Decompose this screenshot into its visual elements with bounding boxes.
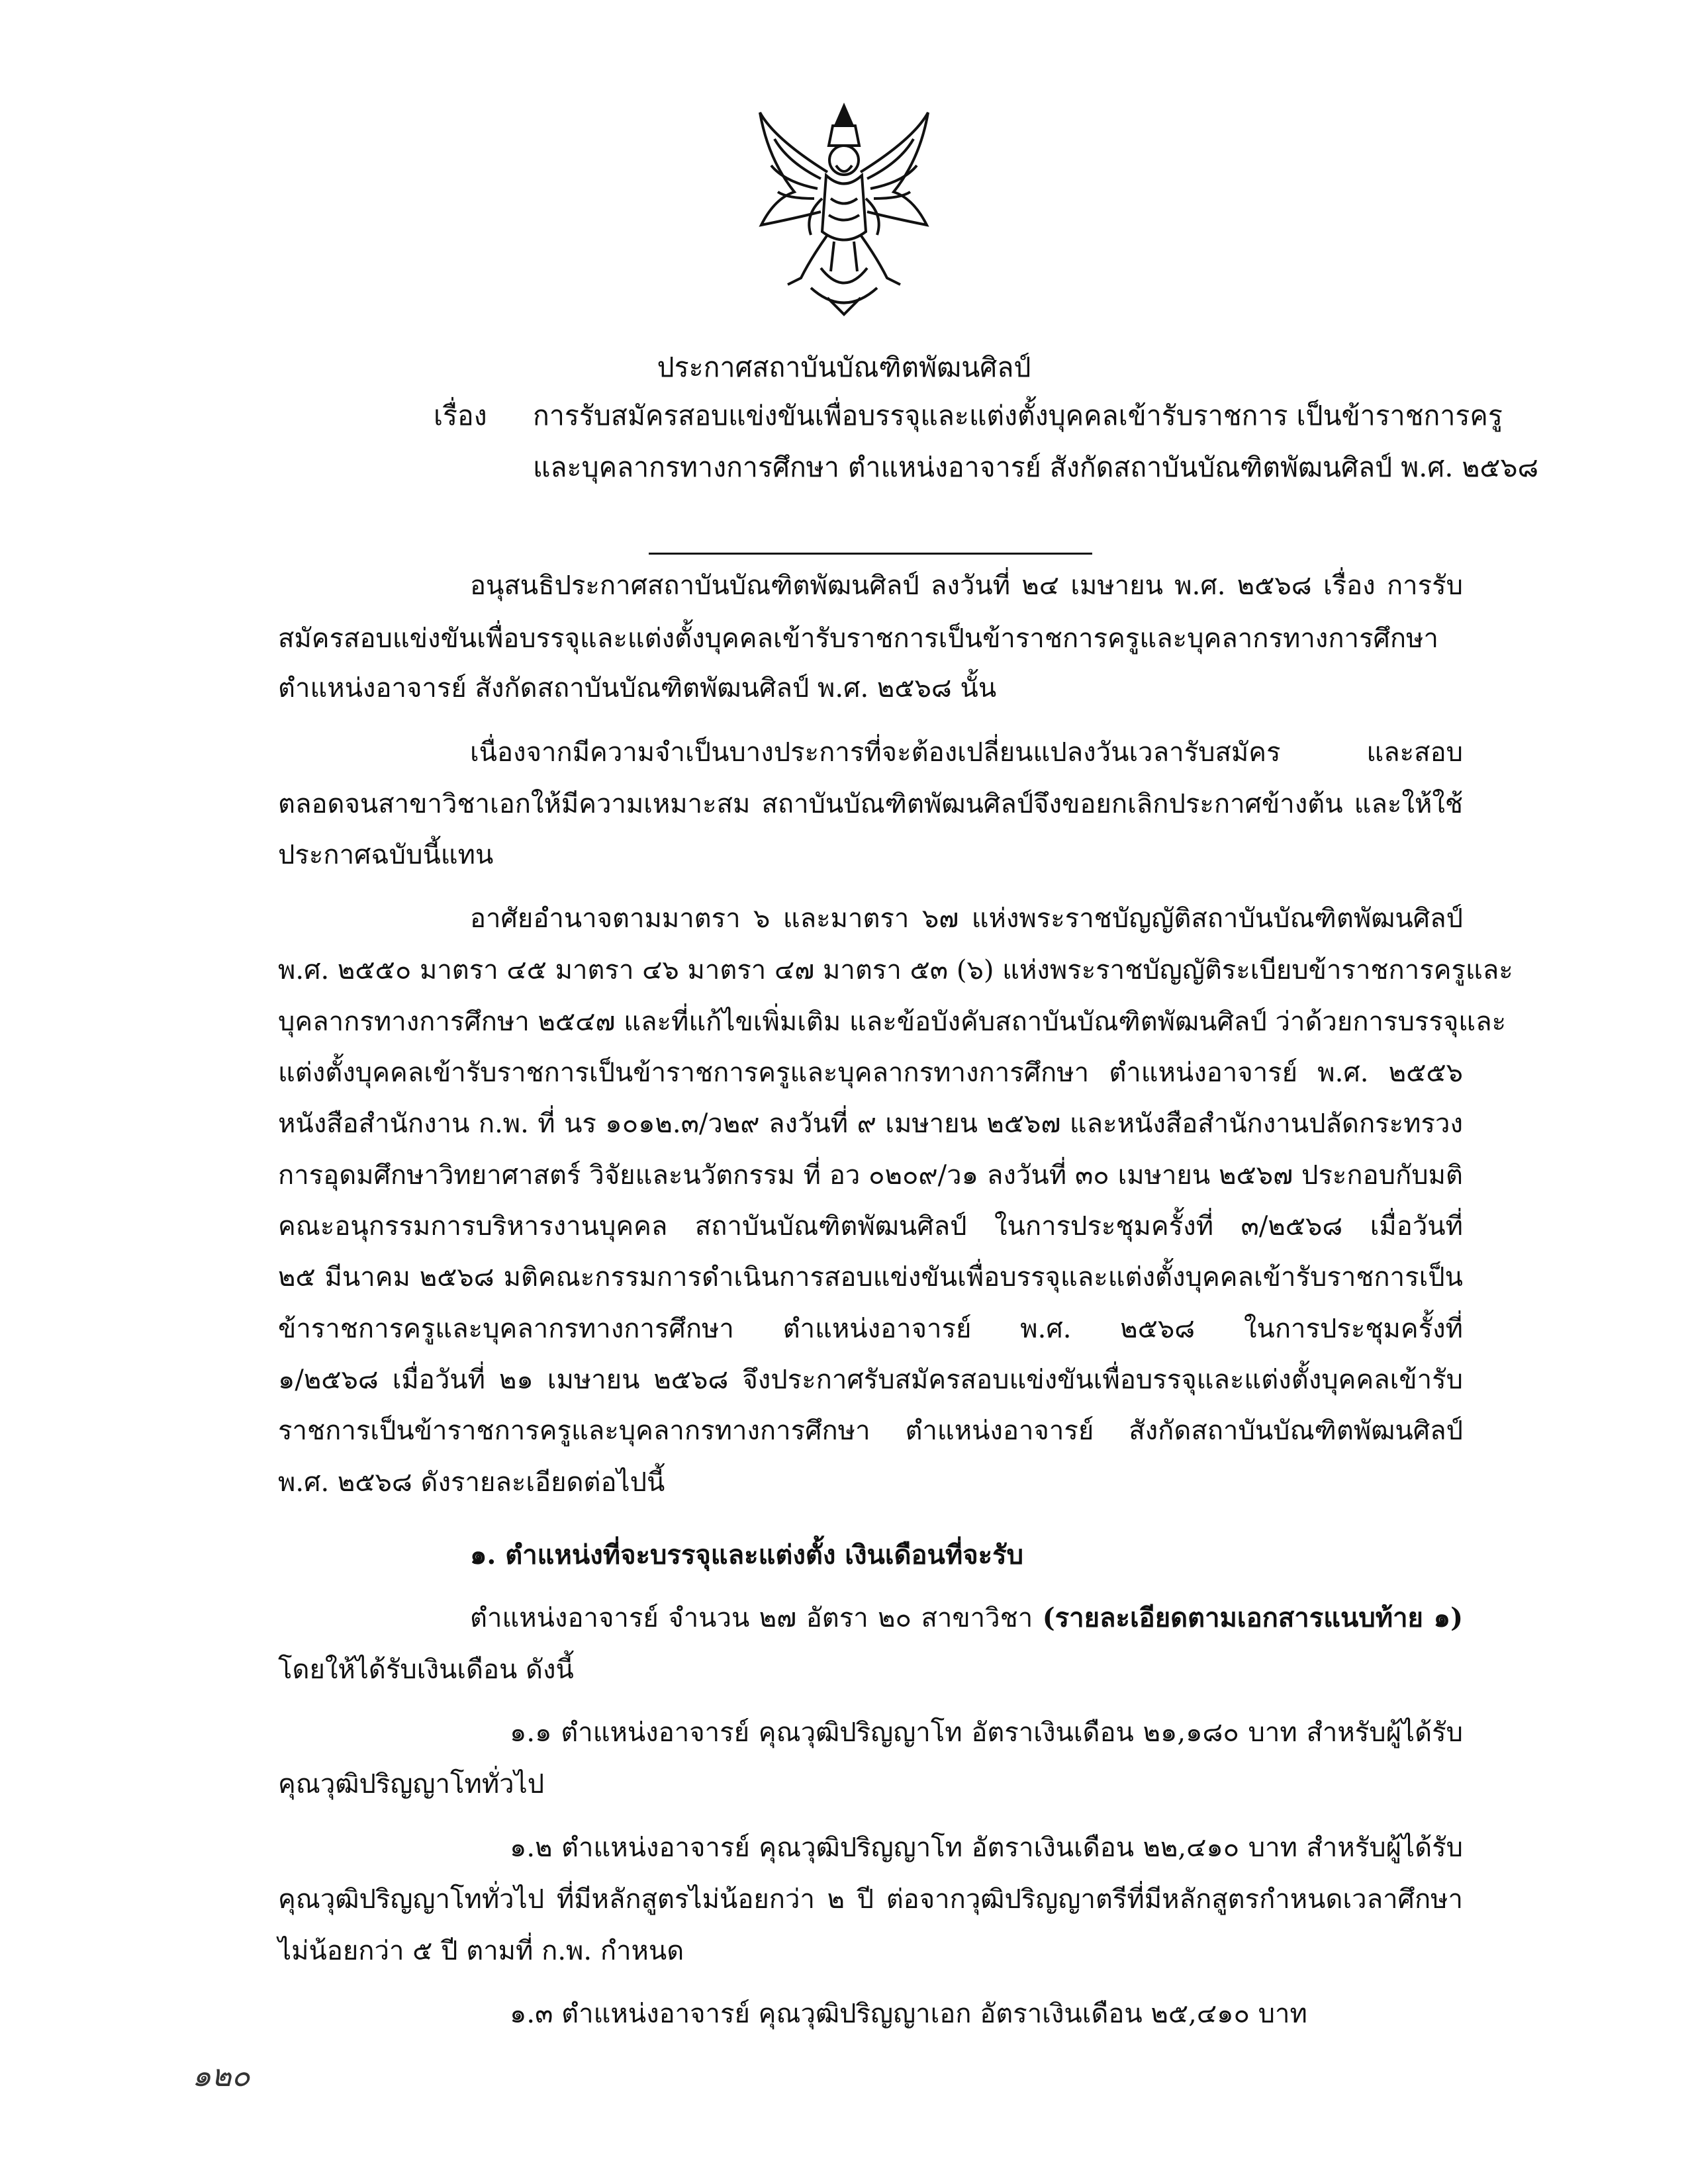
garuda-emblem-icon xyxy=(748,99,940,318)
body-line: อาศัยอำนาจตามมาตรา ๖ และมาตรา ๖๗ แห่งพระราชบัญญัติสถาบันบัณฑิตพัฒนศิลป์ xyxy=(470,903,1463,934)
body-line: หนังสือสำนักงาน ก.พ. ที่ นร ๑๐๑๒.๓/ว๒๙ ลงวันที่ ๙ เมษายน ๒๕๖๗ และหนังสือสำนักงานปลัดกระทรวง xyxy=(278,1109,1463,1139)
list-item-continuation: คุณวุฒิปริญญาโททั่วไป xyxy=(278,1769,545,1799)
body-line: ตำแหน่งอาจารย์ สังกัดสถาบันบัณฑิตพัฒนศิลป์ พ.ศ. ๒๕๖๘ นั้น xyxy=(278,673,997,704)
list-item-continuation: ไม่น้อยกว่า ๕ ปี ตามที่ ก.พ. กำหนด xyxy=(278,1936,684,1966)
section-1-heading: ๑. ตำแหน่งที่จะบรรจุและแต่งตั้ง เงินเดือนที่จะรับ xyxy=(470,1539,1024,1570)
section-1-line-2: โดยให้ได้รับเงินเดือน ดังนี้ xyxy=(278,1655,574,1685)
list-item: ๑.๓ ตำแหน่งอาจารย์ คุณวุฒิปริญญาเอก อัตราเงินเดือน ๒๕,๔๑๐ บาท xyxy=(510,1999,1307,2029)
section-1-line xyxy=(470,1598,1463,1638)
attachment-reference: (รายละเอียดตามเอกสารแนบท้าย ๑) xyxy=(1042,1602,1463,1633)
document-title: ประกาศสถาบันบัณฑิตพัฒนศิลป์ xyxy=(657,351,1031,383)
body-line: ๑/๒๕๖๘ เมื่อวันที่ ๒๑ เมษายน ๒๕๖๘ จึงประกาศรับสมัครสอบแข่งขันเพื่อบรรจุและแต่งตั้งบุคคลเข้ารับ xyxy=(278,1365,1463,1395)
body-line: ข้าราชการครูและบุคลากรทางการศึกษา ตำแหน่งอาจารย์ พ.ศ. ๒๕๖๘ ในการประชุมครั้งที่ xyxy=(278,1314,1463,1344)
body-line: คณะอนุกรรมการบริหารงานบุคคล สถาบันบัณฑิตพัฒนศิลป์ ในการประชุมครั้งที่ ๓/๒๕๖๘ เมื่อวันที่ xyxy=(278,1211,1463,1242)
subject-label: เรื่อง xyxy=(434,400,487,432)
body-line: ตลอดจนสาขาวิชาเอกให้มีความเหมาะสม สถาบันบัณฑิตพัฒนศิลป์จึงขอยกเลิกประกาศข้างต้น และให้ใช้ xyxy=(278,789,1463,819)
body-line: สมัครสอบแข่งขันเพื่อบรรจุและแต่งตั้งบุคคลเข้ารับราชการเป็นข้าราชการครูและบุคลากรทางการศึกษา xyxy=(278,623,1438,654)
subject-text-1: การรับสมัครสอบแข่งขันเพื่อบรรจุและแต่งตั้งบุคคลเข้ารับราชการ เป็นข้าราชการครู xyxy=(533,400,1503,432)
list-item: ๑.๒ ตำแหน่งอาจารย์ คุณวุฒิปริญญาโท อัตราเงินเดือน ๒๒,๔๑๐ บาท สำหรับผู้ได้รับ xyxy=(510,1833,1463,1863)
body-line: พ.ศ. ๒๕๖๘ ดังรายละเอียดต่อไปนี้ xyxy=(278,1467,665,1498)
subject-line-1 xyxy=(434,396,1503,435)
body-line: ประกาศฉบับนี้แทน xyxy=(278,840,494,870)
body-line: พ.ศ. ๒๕๕๐ มาตรา ๔๕ มาตรา ๔๖ มาตรา ๔๗ มาตรา ๕๓ (๖) แห่งพระราชบัญญัติระเบียบข้าราชการครูและ xyxy=(278,955,1513,985)
subject-line-2: และบุคลากรทางการศึกษา ตำแหน่งอาจารย์ สังกัดสถาบันบัณฑิตพัฒนศิลป์ พ.ศ. ๒๕๖๘ xyxy=(533,451,1539,483)
list-item: ๑.๑ ตำแหน่งอาจารย์ คุณวุฒิปริญญาโท อัตราเงินเดือน ๒๑,๑๘๐ บาท สำหรับผู้ได้รับ xyxy=(510,1717,1463,1748)
body-line: การอุดมศึกษาวิทยาศาสตร์ วิจัยและนวัตกรรม ที่ อว ๐๒๐๙/ว๑ ลงวันที่ ๓๐ เมษายน ๒๕๖๗ ประกอบกับมติ xyxy=(278,1160,1463,1191)
list-item-continuation: คุณวุฒิปริญญาโททั่วไป ที่มีหลักสูตรไม่น้อยกว่า ๒ ปี ต่อจากวุฒิปริญญาตรีที่มีหลักสูตรกำหนดเวลาศึกษา xyxy=(278,1884,1463,1915)
body-line: ๒๕ มีนาคม ๒๕๖๘ มติคณะกรรมการดำเนินการสอบแข่งขันเพื่อบรรจุและแต่งตั้งบุคคลเข้ารับราชการเป็น xyxy=(278,1262,1463,1293)
body-line: อนุสนธิประกาศสถาบันบัณฑิตพัฒนศิลป์ ลงวันที่ ๒๔ เมษายน พ.ศ. ๒๕๖๘ เรื่อง การรับ xyxy=(470,570,1463,601)
body-line: ราชการเป็นข้าราชการครูและบุคลากรทางการศึกษา ตำแหน่งอาจารย์ สังกัดสถาบันบัณฑิตพัฒนศิลป์ xyxy=(278,1416,1463,1446)
body-line: แต่งตั้งบุคคลเข้ารับราชการเป็นข้าราชการครูและบุคลากรทางการศึกษา ตำแหน่งอาจารย์ พ.ศ. ๒๕๕๖ xyxy=(278,1058,1463,1088)
title-divider xyxy=(649,553,1092,555)
handwritten-page-number: ๑๒๐ xyxy=(192,2058,250,2093)
section-1-text: ตำแหน่งอาจารย์ จำนวน ๒๗ อัตรา ๒๐ สาขาวิชา xyxy=(470,1603,1043,1633)
body-line: เนื่องจากมีความจำเป็นบางประการที่จะต้องเปลี่ยนแปลงวันเวลารับสมัคร และสอบ xyxy=(470,737,1463,768)
body-line: บุคลากรทางการศึกษา ๒๕๔๗ และที่แก้ไขเพิ่มเติม และข้อบังคับสถาบันบัณฑิตพัฒนศิลป์ ว่าด้วยการบรรจุและ xyxy=(278,1007,1507,1037)
